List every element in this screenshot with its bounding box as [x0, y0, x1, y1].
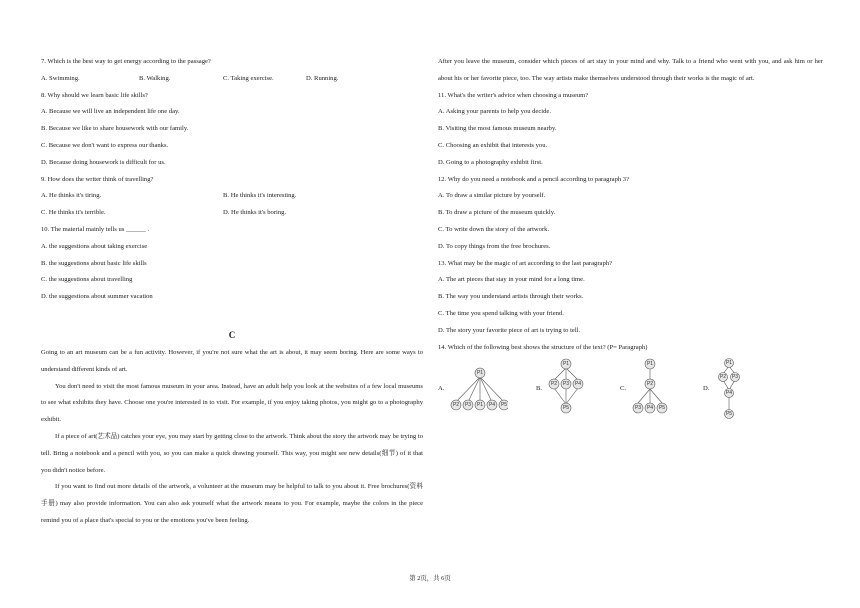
- option-c: C. He thinks it's terrible.: [41, 209, 106, 217]
- question-12: 12. Why do you need a notebook and a pencil according to paragraph 3?: [438, 175, 630, 183]
- passage-paragraph-5: After you leave the museum, consider which pieces of art stay in your mind and why. Talk to a friend who went with you, and ask him or her about his or her favorite piece, too. The way artists make themselves understood through their works is the magic of art.: [438, 58, 823, 82]
- node-p2: P2: [719, 374, 727, 381]
- node-p1: P1: [562, 361, 570, 368]
- option-a: A. Swimming.: [41, 74, 80, 82]
- question-7: 7. Which is the best way to get energy according to the passage?: [41, 58, 211, 65]
- node-p5: P5: [562, 405, 570, 412]
- option-a: A. Asking your parents to help you decide.: [438, 108, 551, 116]
- option-b-label: B.: [536, 385, 543, 393]
- question-8: 8. Why should we learn basic life skills?: [41, 91, 148, 99]
- node-p4: P4: [725, 390, 733, 397]
- option-c: C. Because we don't want to express our thanks.: [41, 141, 169, 149]
- question-9-options-row-1: [41, 188, 423, 205]
- passage-paragraph-2: You don't need to visit the most famous museum in your area. Instead, have an adult help you look at the websites of a few local museums to see what exhibits they have. Choose one you're interested in to visit. For example, if you enjoy taking photos, you might go to a photography exhibit.: [41, 382, 423, 424]
- node-p5: P5: [725, 411, 733, 418]
- node-p2: P2: [646, 381, 654, 388]
- right-column: [438, 54, 823, 418]
- option-c: C. To write down the story of the artwork.: [438, 225, 550, 233]
- option-a: A. He thinks it's tiring.: [41, 192, 102, 200]
- node-p1: P1: [725, 360, 733, 367]
- node-p3: P3: [562, 381, 570, 388]
- option-d: D. Running.: [306, 74, 339, 82]
- option-c: C. Taking exercise.: [223, 74, 274, 82]
- option-a: A. the suggestions about taking exercise: [41, 242, 148, 250]
- node-p2: P2: [452, 402, 460, 409]
- diagram-c: [628, 358, 672, 418]
- option-a: A. Because we will live an independent life one day.: [41, 108, 180, 116]
- option-d: D. Because doing housework is difficult for us.: [41, 158, 166, 166]
- node-p1: P1: [476, 370, 484, 377]
- node-p4: P4: [574, 381, 582, 388]
- left-column: [41, 54, 423, 530]
- option-c: C. the suggestions about travelling: [41, 276, 133, 284]
- node-p3: P3: [464, 402, 472, 409]
- diagram-a: [448, 364, 508, 412]
- question-14: 14. Which of the following best shows the structure of the text? (P= Paragraph): [438, 343, 648, 351]
- node-p1: P1: [646, 361, 654, 368]
- option-b: B. Visiting the most famous museum nearby.: [438, 125, 557, 133]
- question-10: 10. The material mainly tells us ______ .: [41, 225, 150, 233]
- node-p5: P5: [500, 402, 508, 409]
- diagram-d: [714, 358, 744, 422]
- option-b: B. the suggestions about basic life skills: [41, 259, 147, 267]
- option-a: A. To draw a similar picture by yourself.: [438, 192, 546, 200]
- passage-paragraph-3: If a piece of art(艺术品) catches your eye, you may start by getting close to the artwork. Think about the story the artwork may be trying to tell. Bring a notebook and a pencil with you, so you can make a quick drawing yourself. This way, you might see new details(细节) of it that you didn't notice before.: [41, 432, 423, 474]
- diagram-b: [544, 358, 588, 418]
- option-b: B. Because we like to share housework with our family.: [41, 125, 189, 133]
- passage-paragraph-4: If you want to find out more details of the artwork, a volunteer at the museum may be helpful to talk to you about it. Free brochures(资料手册) may also provide information. You can also ask yourself what the artwork means to you. For example, maybe the colors in the piece remind you of a place that's special to you or the emotions you've been feeling.: [41, 483, 423, 524]
- option-d: D. Going to a photography exhibit first.: [438, 158, 543, 166]
- node-p3: P3: [634, 405, 642, 412]
- option-a-label: A.: [438, 385, 445, 393]
- question-9: 9. How does the writer think of travelling?: [41, 175, 154, 183]
- option-d: D. The story your favorite piece of art is trying to tell.: [438, 326, 581, 334]
- option-d-label: D.: [703, 385, 710, 393]
- option-b: B. To draw a picture of the museum quickly.: [438, 209, 556, 217]
- option-c: C. The time you spend talking with your friend.: [438, 309, 564, 317]
- node-p3: P3: [731, 374, 739, 381]
- question-11: 11. What's the writer's advice when choosing a museum?: [438, 91, 589, 99]
- section-title: C: [228, 329, 236, 340]
- option-c-label: C.: [620, 385, 627, 393]
- question-13: 13. What may be the magic of art according to the last paragraph?: [438, 259, 612, 267]
- option-d: D. To copy things from the free brochures.: [438, 242, 551, 250]
- structure-diagrams: [438, 358, 823, 418]
- option-d: D. He thinks it's boring.: [223, 209, 287, 217]
- node-p2: P2: [550, 381, 558, 388]
- option-b: B. He thinks it's interesting.: [223, 192, 297, 200]
- option-a: A. The art pieces that stay in your mind for a long time.: [438, 276, 585, 284]
- node-p4: P4: [488, 402, 496, 409]
- option-d: D. the suggestions about summer vacation: [41, 293, 153, 301]
- page-footer: 第 2页，共 6页: [409, 575, 451, 582]
- node-p4: P4: [646, 405, 654, 412]
- option-b: B. Walking.: [139, 74, 171, 82]
- node-p5: P5: [658, 405, 666, 412]
- question-9-options-row-2: [41, 205, 423, 222]
- option-c: C. Choosing an exhibit that interests you.: [438, 141, 548, 149]
- option-b: B. The way you understand artists through their works.: [438, 293, 584, 301]
- question-7-options: [41, 71, 423, 88]
- node-p1-dup: P1: [476, 402, 484, 409]
- passage-paragraph-1: Going to an art museum can be a fun activity. However, if you're not sure what the art is about, it may seem boring. Here are some ways to understand different kinds of art.: [41, 348, 423, 373]
